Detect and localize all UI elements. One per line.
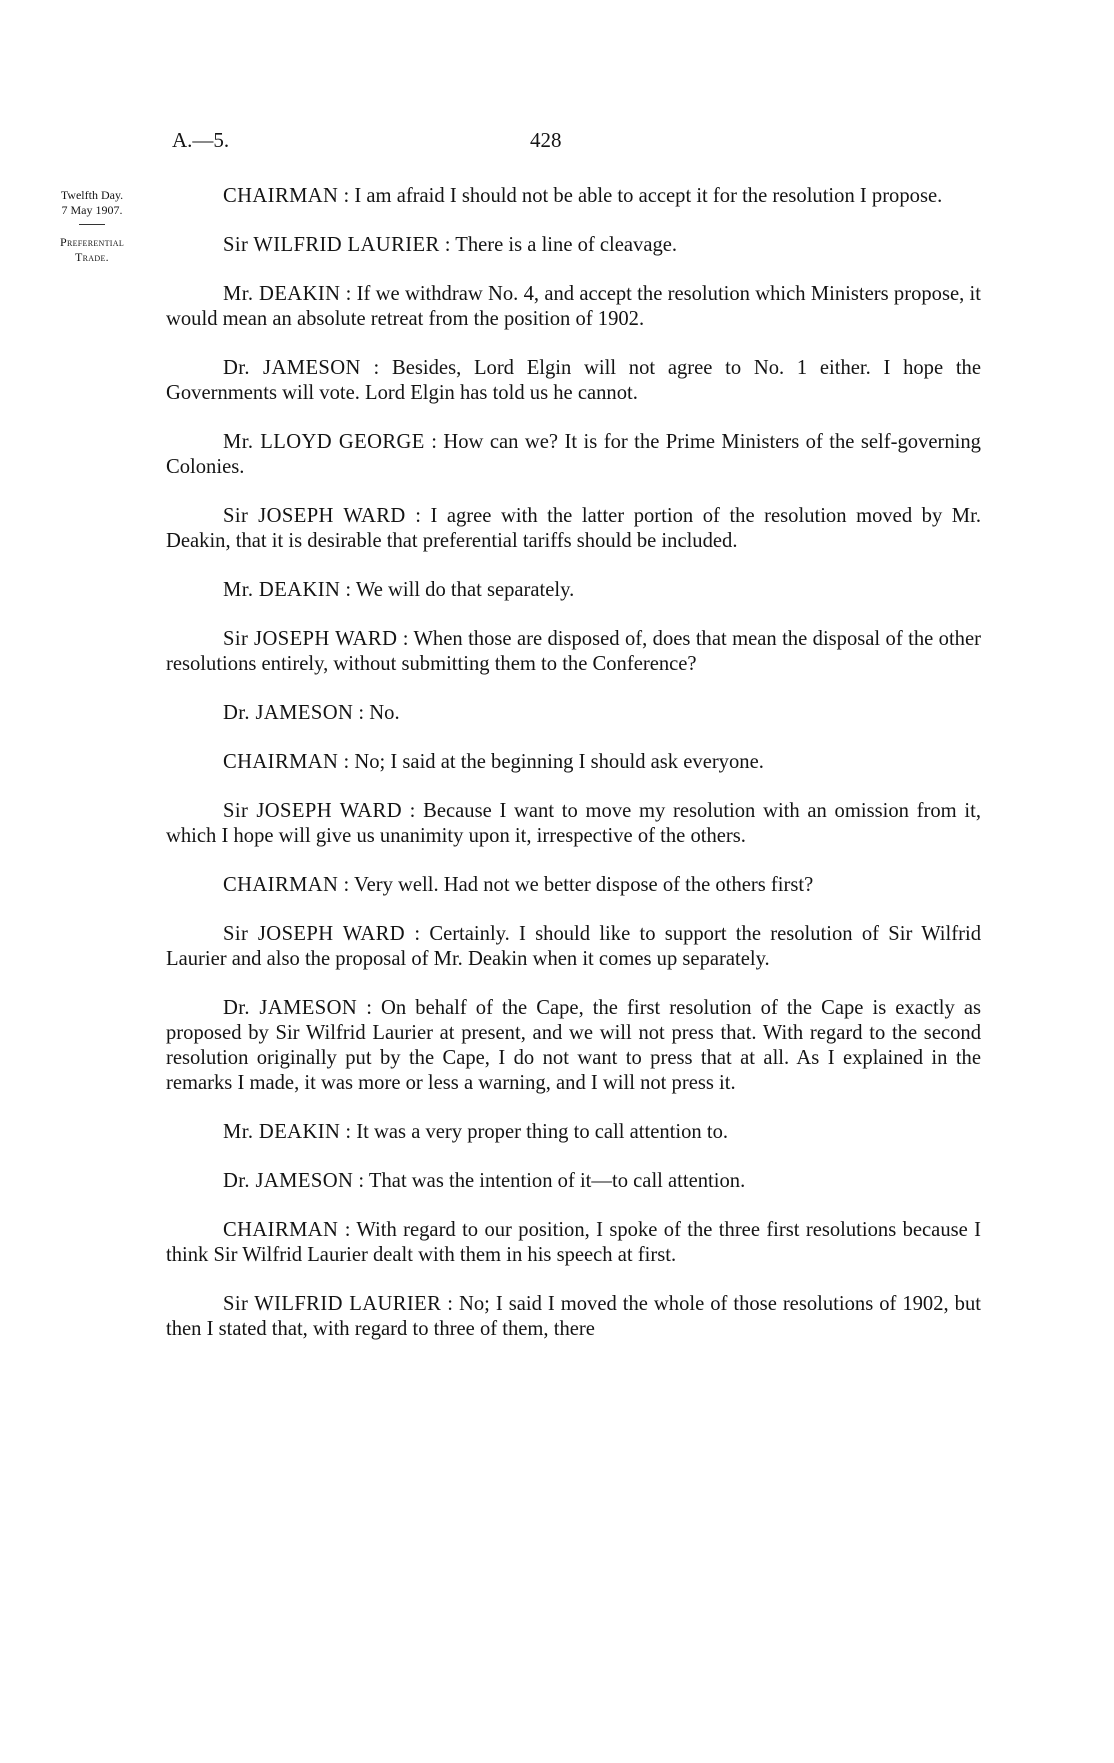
- speaker-name: Dr. JAMESON: [223, 702, 354, 724]
- page-number: 428: [530, 128, 562, 152]
- speech-text: How can we? It is for the Prime Ministers of the self-governing Colonies.: [166, 431, 981, 478]
- speech-paragraph: Sir JOSEPH WARD : Certainly. I should like to support the resolution of Sir Wilfrid Laurier and also the proposal of Mr. Deakin when it comes up separately.: [166, 923, 981, 970]
- speaker-name: CHAIRMAN: [223, 185, 339, 207]
- speech-text: No; I said at the beginning I should ask everyone.: [354, 751, 764, 773]
- speech-paragraph: Mr. DEAKIN : We will do that separately.: [223, 579, 575, 601]
- speech-paragraph: CHAIRMAN : Very well. Had not we better dispose of the others first?: [223, 874, 814, 896]
- speech-paragraph: CHAIRMAN : I am afraid I should not be able to accept it for the resolution I propose.: [223, 185, 943, 207]
- margin-date: 7 May 1907.: [61, 203, 123, 217]
- document-reference: A.—5.: [172, 128, 230, 152]
- speech-text: Certainly. I should like to support the resolution of Sir Wilfrid Laurier and also the proposal of Mr. Deakin when it comes up separately.: [166, 923, 981, 970]
- speech-paragraph: Dr. JAMESON : That was the intention of it—to call attention.: [223, 1170, 746, 1192]
- speech-paragraph: Sir JOSEPH WARD : When those are disposed of, does that mean the disposal of the other resolutions entirely, without submitting them to the Conference?: [166, 628, 981, 675]
- margin-topic-line1: Preferential: [59, 235, 125, 249]
- margin-divider: [79, 224, 105, 225]
- speech-text: Very well. Had not we better dispose of the others first?: [354, 874, 814, 896]
- speech-paragraph: Mr. DEAKIN : If we withdraw No. 4, and accept the resolution which Ministers propose, it would mean an absolute retreat from the position of 1902.: [166, 283, 981, 330]
- speech-text: There is a line of cleavage.: [455, 234, 678, 256]
- speaker-name: Sir JOSEPH WARD: [223, 505, 406, 527]
- margin-notes: [30, 188, 154, 265]
- speech-paragraph: CHAIRMAN : With regard to our position, I spoke of the three first resolutions because I think Sir Wilfrid Laurier dealt with them in his speech at first.: [166, 1219, 981, 1266]
- speaker-name: Mr. DEAKIN: [223, 283, 341, 305]
- speech-paragraph: Mr. LLOYD GEORGE : How can we? It is for the Prime Ministers of the self-governing Colonies.: [166, 431, 981, 478]
- speaker-name: CHAIRMAN: [223, 751, 339, 773]
- speech-text: With regard to our position, I spoke of the three first resolutions because I think Sir Wilfrid Laurier dealt with them in his speech at first.: [166, 1219, 981, 1266]
- speaker-name: CHAIRMAN: [223, 874, 339, 896]
- speaker-name: Dr. JAMESON: [223, 1170, 354, 1192]
- speech-paragraph: Sir WILFRID LAURIER : There is a line of cleavage.: [223, 234, 678, 256]
- transcript-body: [166, 184, 981, 1366]
- speaker-name: Mr. DEAKIN: [223, 579, 341, 601]
- speech-text: That was the intention of it—to call attention.: [368, 1170, 746, 1192]
- speech-paragraph: Mr. DEAKIN : It was a very proper thing to call attention to.: [223, 1121, 729, 1143]
- speaker-name: Dr. JAMESON: [223, 997, 358, 1019]
- speech-paragraph: Sir WILFRID LAURIER : No; I said I moved the whole of those resolutions of 1902, but then I stated that, with regard to three of them, there: [166, 1293, 981, 1340]
- speech-paragraph: Dr. JAMESON : Besides, Lord Elgin will not agree to No. 1 either. I hope the Governments will vote. Lord Elgin has told us he cannot.: [166, 357, 981, 404]
- speaker-name: Mr. LLOYD GEORGE: [223, 431, 425, 453]
- speech-text: Besides, Lord Elgin will not agree to No. 1 either. I hope the Governments will vote. Lord Elgin has told us he cannot.: [166, 357, 981, 404]
- speech-text: No; I said I moved the whole of those resolutions of 1902, but then I stated that, with regard to three of them, there: [166, 1293, 981, 1340]
- speech-text: It was a very proper thing to call attention to.: [356, 1121, 729, 1143]
- speaker-name: CHAIRMAN: [223, 1219, 339, 1241]
- speaker-name: Dr. JAMESON: [223, 357, 361, 379]
- speaker-name: Sir WILFRID LAURIER: [223, 234, 440, 256]
- speech-paragraph: Dr. JAMESON : On behalf of the Cape, the first resolution of the Cape is exactly as proposed by Sir Wilfrid Laurier at present, and we will not press that. With regard to the second resolution originally put by the Cape, I do not want to press that at all. As I explained in the remarks I made, it was more or less a warning, and I will not press it.: [166, 997, 981, 1094]
- speech-text: If we withdraw No. 4, and accept the resolution which Ministers propose, it would mean an absolute retreat from the position of 1902.: [166, 283, 981, 330]
- speech-text: I agree with the latter portion of the resolution moved by Mr. Deakin, that it is desirable that preferential tariffs should be included.: [166, 505, 981, 552]
- speech-text: We will do that separately.: [355, 579, 575, 601]
- speaker-name: Sir JOSEPH WARD: [223, 800, 402, 822]
- speech-paragraph: Dr. JAMESON : No.: [223, 702, 400, 724]
- speech-text: No.: [369, 702, 400, 724]
- margin-topic-line2: Trade.: [75, 250, 109, 264]
- speaker-name: Mr. DEAKIN: [223, 1121, 341, 1143]
- speech-text: Because I want to move my resolution with an omission from it, which I hope will give us unanimity upon it, irrespective of the others.: [166, 800, 981, 847]
- speech-paragraph: Sir JOSEPH WARD : I agree with the latter portion of the resolution moved by Mr. Deakin, that it is desirable that preferential tariffs should be included.: [166, 505, 981, 552]
- page-header: [172, 128, 982, 158]
- speech-text: I am afraid I should not be able to accept it for the resolution I propose.: [354, 185, 943, 207]
- speech-text: When those are disposed of, does that mean the disposal of the other resolutions entirely, without submitting them to the Conference?: [166, 628, 981, 675]
- margin-day: Twelfth Day.: [60, 188, 124, 202]
- speaker-name: Sir JOSEPH WARD: [223, 923, 406, 945]
- speaker-name: Sir WILFRID LAURIER: [223, 1293, 442, 1315]
- speech-text: On behalf of the Cape, the first resolution of the Cape is exactly as proposed by Sir Wilfrid Laurier at present, and we will not press that. With regard to the second resolution originally put by the Cape, I do not want to press that at all. As I explained in the remarks I made, it was more or less a warning, and I will not press it.: [166, 997, 981, 1094]
- speech-paragraph: Sir JOSEPH WARD : Because I want to move my resolution with an omission from it, which I hope will give us unanimity upon it, irrespective of the others.: [166, 800, 981, 847]
- speaker-name: Sir JOSEPH WARD: [223, 628, 398, 650]
- speech-paragraph: CHAIRMAN : No; I said at the beginning I should ask everyone.: [223, 751, 764, 773]
